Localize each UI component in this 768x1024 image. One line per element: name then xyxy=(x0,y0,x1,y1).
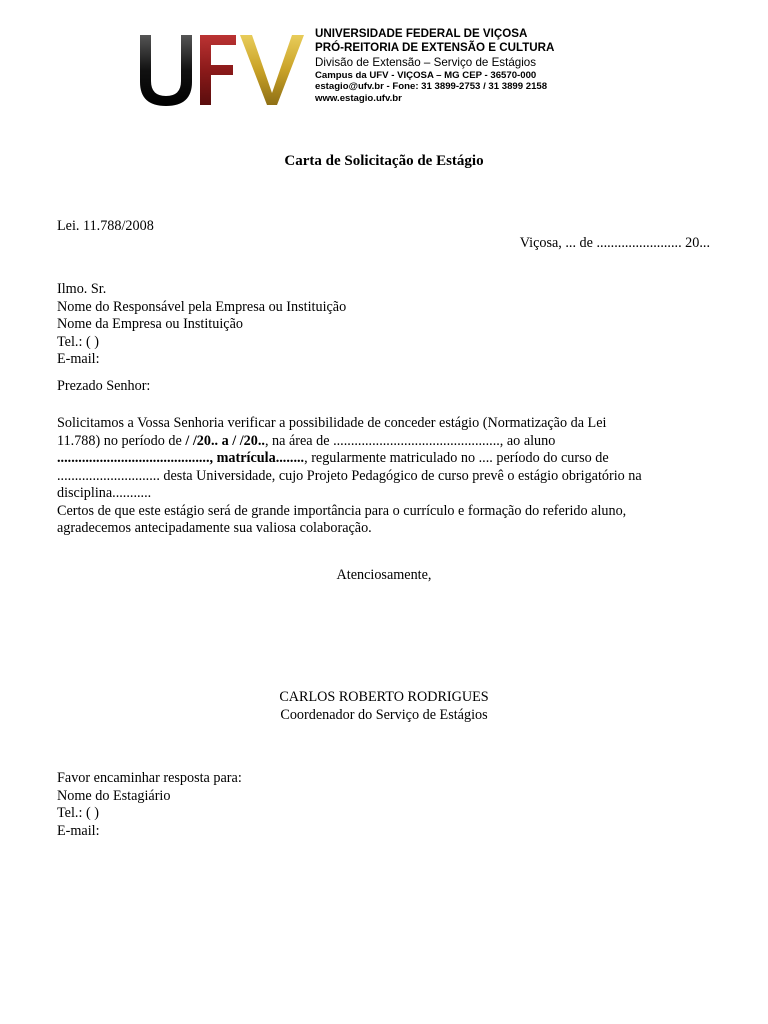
matricula-blank: , matrícula........ xyxy=(209,450,305,466)
university-name: UNIVERSIDADE FEDERAL DE VIÇOSA xyxy=(315,27,528,40)
date-line: Viçosa, ... de ........................ 20... xyxy=(519,235,710,251)
signature-role: Coordenador do Serviço de Estágios xyxy=(280,707,488,723)
address: Campus da UFV - VIÇOSA – MG CEP - 36570-000 xyxy=(315,69,537,81)
reply-phone: Tel.: ( ) xyxy=(57,805,99,821)
contact: estagio@ufv.br - Fone: 31 3899-2753 / 31 3899 2158 xyxy=(315,81,548,93)
ufv-logo xyxy=(136,31,304,109)
body-line-4: ............................. desta Universidade, cujo Projeto Pedagógico de curso prevê o estágio obrigatório na xyxy=(57,467,642,484)
body-line-1: Solicitamos a Vossa Senhoria verificar a possibilidade de conceder estágio (Normatização da Lei xyxy=(57,415,607,431)
letterhead xyxy=(315,27,554,104)
greeting: Prezado Senhor: xyxy=(57,378,151,394)
recipient-phone: Tel.: ( ) xyxy=(57,333,99,350)
body-line-2-area: , na área de ..............................................., ao aluno xyxy=(264,432,556,449)
recipient-name: Nome do Responsável pela Empresa ou Instituição xyxy=(57,298,347,315)
reply-intern: Nome do Estagiário xyxy=(57,787,171,804)
body-line-3 xyxy=(57,450,642,468)
letter-body xyxy=(57,415,642,538)
body-line-7: agradecemos antecipadamente sua valiosa colaboração. xyxy=(57,520,372,536)
body-line-5: disciplina........... xyxy=(57,485,152,501)
signature-name: CARLOS ROBERTO RODRIGUES xyxy=(279,689,489,705)
period-dates: / /20.. a / /20.. xyxy=(185,432,265,449)
body-line-6: Certos de que este estágio será de grande importância para o currículo e formação do referido aluno, xyxy=(57,502,627,519)
reply-block xyxy=(57,770,242,840)
body-line-3-text: , regularmente matriculado no .... período do curso de xyxy=(304,450,609,466)
recipient-company: Nome da Empresa ou Instituição xyxy=(57,316,243,332)
pro-reitoria: PRÓ-REITORIA DE EXTENSÃO E CULTURA xyxy=(315,41,555,55)
body-line-2 xyxy=(57,433,642,451)
recipient-salutation: Ilmo. Sr. xyxy=(57,281,107,297)
reply-label: Favor encaminhar resposta para: xyxy=(57,770,242,786)
reply-email: E-mail: xyxy=(57,822,100,839)
division: Divisão de Extensão – Serviço de Estágios xyxy=(315,55,537,69)
closing: Atenciosamente, xyxy=(336,567,432,583)
website: www.estagio.ufv.br xyxy=(315,92,402,104)
document-title: Carta de Solicitação de Estágio xyxy=(284,153,484,169)
recipient-email: E-mail: xyxy=(57,351,100,367)
body-line-2-text: 11.788) no período de xyxy=(57,432,186,449)
student-name-blank: ........................................... xyxy=(57,450,210,466)
law-reference: Lei. 11.788/2008 xyxy=(57,218,154,234)
recipient-block xyxy=(57,281,346,369)
